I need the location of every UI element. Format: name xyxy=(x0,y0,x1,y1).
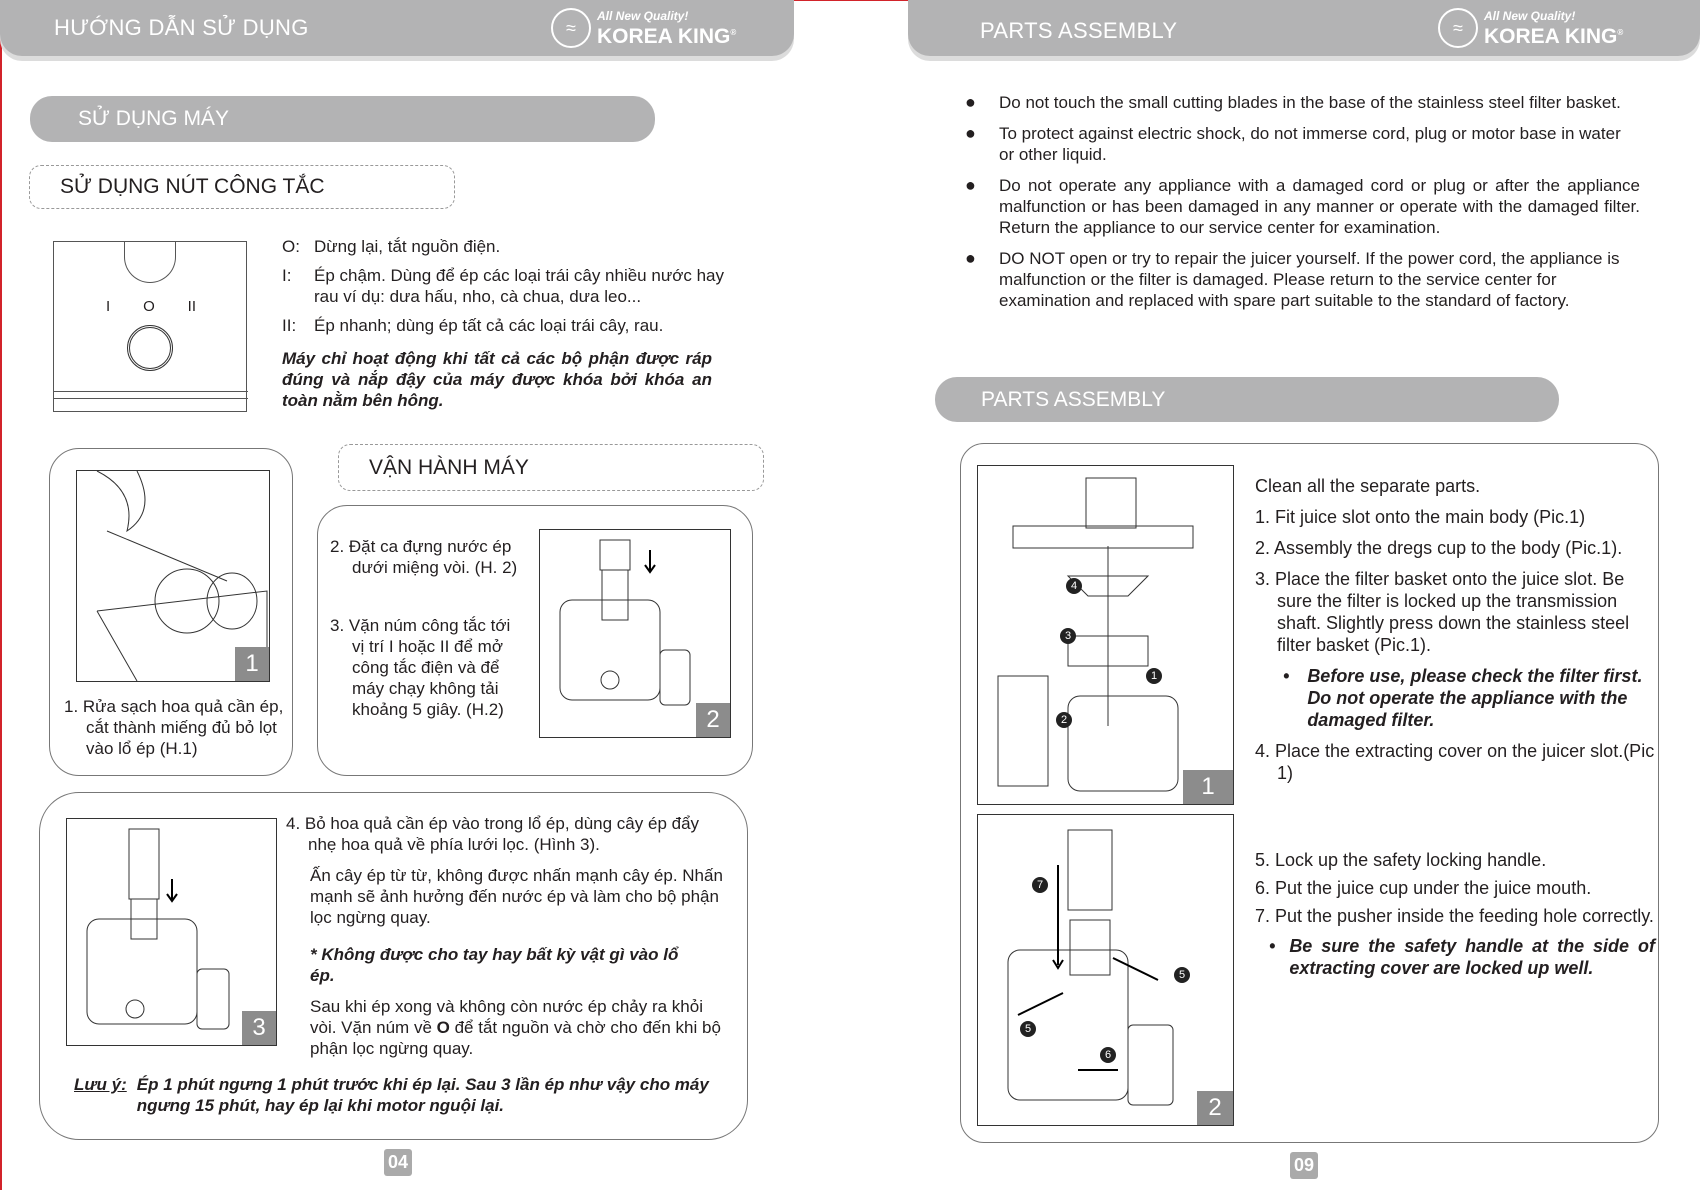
figure-number: 2 xyxy=(1197,1091,1233,1125)
switch-desc: Ép nhanh; dùng ép tất cả các loại trái cây, rau. xyxy=(314,316,664,335)
assembly-step: 3. Place the filter basket onto the juice slot. Be sure the filter is locked up the transmission shaft. Slightly press down the stainless steel filter basket (Pic.1). xyxy=(1255,569,1630,655)
callout-4: 4 xyxy=(1066,578,1082,594)
step3-text: 3. Vặn núm công tắc tới vị trí I hoặc II để mở công tắc điện và để máy chạy không tải khoảng 5 giây. (H.2) xyxy=(330,616,511,719)
safety-bullets xyxy=(965,92,1640,321)
step3-box xyxy=(39,792,748,1140)
callout-6: 6 xyxy=(1100,1047,1116,1063)
operate-title: VẬN HÀNH MÁY xyxy=(369,455,529,479)
step4-para1: Ấn cây ép từ từ, không được nhấn mạnh cây ép. Nhấn mạnh sẽ ảnh hưởng đến nước ép và làm cho bộ phận lọc ngừng quay. xyxy=(310,866,723,927)
step4-warning: * Không được cho tay hay bất kỳ vật gì vào lổ ép. xyxy=(310,945,679,985)
right-header-title: PARTS ASSEMBLY xyxy=(980,18,1178,43)
assembly-step: 4. Place the extracting cover on the juicer slot.(Pic 1) xyxy=(1255,741,1655,783)
switch-label-i: I xyxy=(106,298,111,315)
assembly-step: 1. Fit juice slot onto the main body (Pic.1) xyxy=(1255,507,1586,527)
bullet-item: ● To protect against electric shock, do not immerse cord, plug or motor base in water or other liquid. xyxy=(965,123,1640,165)
section-title: SỬ DỤNG MÁY xyxy=(78,107,229,130)
exploded-juicer-icon xyxy=(978,466,1233,804)
korea-king-logo xyxy=(1438,8,1623,48)
step1-box xyxy=(49,448,293,776)
bullet-text: DO NOT open or try to repair the juicer yourself. If the power cord, the appliance is malfunction or the filter is damaged. Please return to the service center for examination and replaced with spare part suitable to the standard of factory. xyxy=(999,249,1620,310)
bullet-item: ● Do not operate any appliance with a damaged cord or plug or after the appliance malfunction or has been damaged in any manner or operate with the damaged filter. Return the appliance to our service center for examination. xyxy=(965,175,1640,237)
figure-1-assembly xyxy=(977,465,1234,805)
assembly-step: 2. Assembly the dregs cup to the body (Pic.1). xyxy=(1255,538,1623,558)
callout-5: 5 xyxy=(1174,967,1190,983)
step4-text-block xyxy=(286,813,731,1059)
switch-desc: Ép chậm. Dùng để ép các loại trái cây nhiều nước hay rau ví dụ: dưa hấu, nho, cà chua, dưa leo... xyxy=(314,266,724,306)
bullet-item: ● DO NOT open or try to repair the juicer yourself. If the power cord, the appliance is malfunction or the filter is damaged. Please return to the service center for examination and replaced with spare part suitable to the standard of factory. xyxy=(965,248,1640,311)
figure-number: 1 xyxy=(1183,770,1233,804)
section-bar-su-dung-may xyxy=(30,96,655,142)
step2-box xyxy=(317,505,753,776)
filter-warning: Before use, please check the filter first. Do not operate the appliance with the damaged filter. xyxy=(1307,666,1643,730)
page-number-right: 09 xyxy=(1290,1152,1318,1179)
callout-5: 5 xyxy=(1020,1021,1036,1037)
note-text: Ép 1 phút ngưng 1 phút trước khi ép lại. Sau 3 lần ép như vậy cho máy ngưng 15 phút, hay ép lại khi motor nguội lại. xyxy=(136,1075,709,1115)
registered-mark: ® xyxy=(1617,28,1624,37)
switch-key: II: xyxy=(282,316,297,335)
assembly-box xyxy=(960,443,1659,1143)
step4-para2: Sau khi ép xong và không còn nước ép chảy ra khỏi vòi. Vặn núm về xyxy=(310,997,703,1037)
figure-number: 2 xyxy=(696,703,730,737)
step2-text: 2. Đặt ca đựng nước ép dưới miệng vòi. (H. 2) xyxy=(330,537,518,577)
left-header-title: HƯỚNG DẪN SỬ DỤNG xyxy=(54,15,309,40)
switch-warning: Máy chỉ hoạt động khi tất cả các bộ phận được ráp đúng và nắp đậy của máy được khóa bởi khóa an toàn nằm bên hông. xyxy=(282,349,712,410)
logo-tagline: All New Quality! xyxy=(1484,9,1576,23)
page-number-left: 04 xyxy=(384,1149,412,1176)
figure-2-juicer xyxy=(539,529,731,738)
logo-brand: KOREA KING xyxy=(1484,25,1618,48)
switch-label-ii: II xyxy=(187,298,196,315)
step1-text: 1. Rửa sạch hoa quả cần ép, cắt thành miếng đủ bỏ lọt vào lổ ép (H.1) xyxy=(64,697,284,758)
switch-label-o: O xyxy=(143,298,155,315)
logo-brand: KOREA KING xyxy=(597,25,731,48)
step4-para2-end: để tắt nguồn và chờ cho đến khi bộ phận lọc ngừng quay. xyxy=(310,1018,721,1058)
assembly-step: 5. Lock up the safety locking handle. xyxy=(1255,850,1547,870)
switch-key: O: xyxy=(282,237,300,256)
figure-1-cutting-fruit xyxy=(76,470,270,682)
assembly-step: 6. Put the juice cup under the juice mouth. xyxy=(1255,878,1592,898)
bullet-text: To protect against electric shock, do not immerse cord, plug or motor base in water or other liquid. xyxy=(999,124,1621,164)
off-position: O xyxy=(436,1018,450,1037)
figure-number: 1 xyxy=(235,647,269,681)
handle-warning: Be sure the safety handle at the side of extracting cover are locked up well. xyxy=(1289,936,1655,978)
left-header xyxy=(0,0,794,56)
switch-illustration xyxy=(53,241,247,412)
operate-title-box xyxy=(338,444,764,491)
assembly-steps-b: 5. Lock up the safety locking handle. 6. Put the juice cup under the juice mouth. 7. Put the pusher inside the feeding hole correctly. • Be sure the safety handle at the side of extracting cover are locked up well. xyxy=(1255,850,1655,978)
switch-section-title: SỬ DỤNG NÚT CÔNG TẮC xyxy=(60,175,325,198)
logo-seal-icon: ≈ xyxy=(551,8,591,48)
figure-number: 3 xyxy=(242,1011,276,1045)
switch-key: I: xyxy=(282,266,292,285)
bullet-text: Do not touch the small cutting blades in the base of the stainless steel filter basket. xyxy=(999,93,1621,112)
right-header xyxy=(908,0,1700,56)
assembly-step: 7. Put the pusher inside the feeding hole correctly. xyxy=(1255,906,1654,926)
intro-text: Clean all the separate parts. xyxy=(1255,476,1481,496)
page-edge xyxy=(0,0,2,1190)
callout-1: 1 xyxy=(1146,668,1162,684)
callout-2: 2 xyxy=(1056,712,1072,728)
callout-3: 3 xyxy=(1060,628,1076,644)
switch-desc: Dừng lại, tắt nguồn điện. xyxy=(314,237,501,256)
logo-seal-icon: ≈ xyxy=(1438,8,1478,48)
switch-knob-icon xyxy=(127,325,173,371)
step4-text: 4. Bỏ hoa quả cần ép vào trong lổ ép, dùng cây ép đẩy nhẹ hoa quả về phía lưới lọc. (Hình 3). xyxy=(286,814,700,854)
assembled-juicer-icon xyxy=(978,815,1233,1125)
korea-king-logo xyxy=(551,8,736,48)
registered-mark: ® xyxy=(730,28,737,37)
bullet-text: Do not operate any appliance with a damaged cord or plug or after the appliance malfunction or has been damaged in any manner or operate with the damaged filter. Return the appliance to our service center for examination. xyxy=(999,176,1640,237)
switch-section-title-box xyxy=(29,165,455,209)
figure-3-juicer-pusher xyxy=(66,818,277,1046)
callout-7: 7 xyxy=(1032,877,1048,893)
logo-tagline: All New Quality! xyxy=(597,9,689,23)
switch-descriptions xyxy=(282,236,742,411)
section-bar-parts-assembly xyxy=(935,377,1559,422)
section-title: PARTS ASSEMBLY xyxy=(981,387,1166,411)
assembly-steps-a: Clean all the separate parts. 1. Fit juice slot onto the main body (Pic.1) 2. Assembly the dregs cup to the body (Pic.1). 3. Place the filter basket onto the juice slot. Be sure the filter is locked up the transmission shaft. Slightly press down the stainless steel filter basket (Pic.1). • Before use, please check the filter first. Do not operate the appliance with the damaged filter. 4. Place the extracting cover on the juicer slot.(Pic 1) xyxy=(1255,476,1655,783)
note-label: Lưu ý: xyxy=(74,1075,127,1094)
bullet-item: ● Do not touch the small cutting blades in the base of the stainless steel filter basket. xyxy=(965,92,1621,112)
figure-2-assembly xyxy=(977,814,1234,1126)
